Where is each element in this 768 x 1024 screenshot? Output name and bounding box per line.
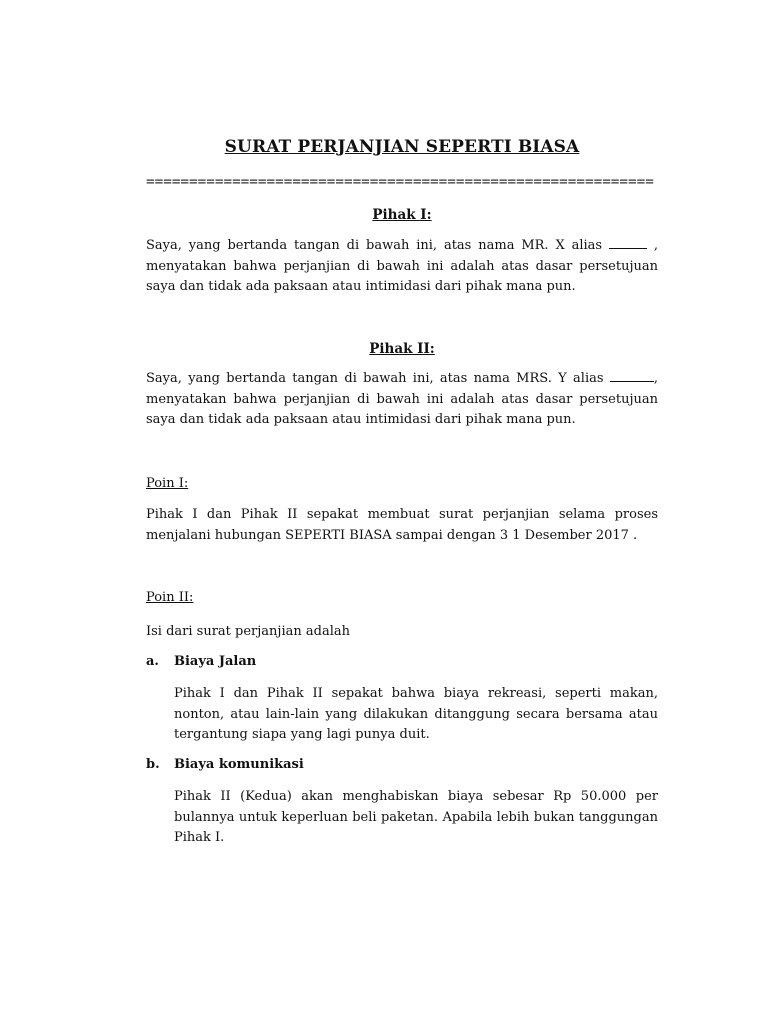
list-label-biaya-jalan: Biaya Jalan [174, 654, 257, 669]
pihak-1-paragraph [146, 236, 658, 298]
pihak-1-heading: Pihak I: [372, 207, 432, 223]
list-marker-a: a. [146, 654, 159, 669]
poin-2-intro: Isi dari surat perjanjian adalah [146, 624, 350, 639]
list-label-biaya-komunikasi: Biaya komunikasi [174, 757, 304, 772]
pihak-2-text-comma: , [653, 371, 658, 386]
pihak-2-text-start: Saya, yang bertanda tangan di bawah ini, atas nama MRS. Y alias [146, 371, 604, 386]
pihak-2-paragraph [146, 369, 658, 431]
pihak-1-text-rest: menyatakan bahwa perjanjian di bawah ini adalah atas dasar persetujuan saya dan tidak ada paksaan atau intimidasi dari pihak mana pun. [146, 258, 658, 294]
pihak-2-heading: Pihak II: [369, 341, 435, 357]
document-title: SURAT PERJANJIAN SEPERTI BIASA [224, 137, 580, 157]
list-marker-b: b. [146, 757, 160, 772]
poin-1-paragraph: Pihak I dan Pihak II sepakat membuat surat perjanjian selama proses menjalani hubungan SEPERTI BIASA sampai dengan 3 1 Desember 2017 . [146, 507, 658, 543]
list-item-b-text: Pihak II (Kedua) akan menghabiskan biaya sebesar Rp 50.000 per bulannya untuk keperluan beli paketan. Apabila lebih bukan tanggungan Pihak I. [174, 789, 658, 845]
separator-line: =========================================================== [146, 175, 654, 189]
pihak-2-text-rest: menyatakan bahwa perjanjian di bawah ini adalah atas dasar persetujuan saya dan tidak ada paksaan atau intimidasi dari pihak mana pun. [146, 391, 658, 427]
poin-1-heading: Poin I: [146, 476, 189, 491]
pihak-1-alias-blank [609, 237, 647, 249]
pihak-1-text-start: Saya, yang bertanda tangan di bawah ini, atas nama MR. X alias [146, 238, 603, 253]
pihak-1-text-comma: , [646, 238, 659, 253]
poin-2-heading: Poin II: [146, 590, 194, 605]
list-item-a-text: Pihak I dan Pihak II sepakat bahwa biaya rekreasi, seperti makan, nonton, atau lain-lain yang dilakukan ditanggung secara bersama atau tergantung siapa yang lagi punya duit. [174, 686, 658, 742]
pihak-2-alias-blank [610, 370, 654, 382]
